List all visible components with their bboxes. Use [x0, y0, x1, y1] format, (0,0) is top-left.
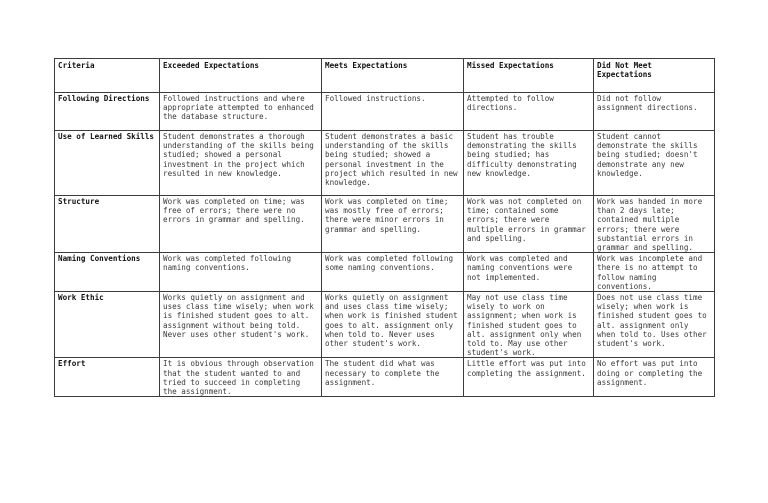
table-cell: Does not use class time wisely; when work is finished student goes to alt. assignment only when told to. Uses other student's work.: [594, 292, 715, 358]
header-missed: Missed Expectations: [464, 59, 594, 93]
table-cell: Little effort was put into completing the assignment.: [464, 358, 594, 397]
table-row: [55, 93, 715, 131]
table-cell: Followed instructions and where appropriate attempted to enhanced the database structure.: [160, 93, 322, 131]
criteria-cell: Following Directions: [55, 93, 160, 131]
table-row: [55, 292, 715, 358]
table-cell: Work was completed following some naming conventions.: [322, 253, 464, 292]
table-cell: It is obvious through observation that the student wanted to and tried to succeed in completing the assignment.: [160, 358, 322, 397]
table-cell: Works quietly on assignment and uses class time wisely; when work is finished student goes to alt. assignment only when told to. Never uses other student's work.: [322, 292, 464, 358]
criteria-cell: Naming Conventions: [55, 253, 160, 292]
table-cell: Work was completed following naming conventions.: [160, 253, 322, 292]
table-cell: Student cannot demonstrate the skills being studied; doesn't demonstrate any new knowledge.: [594, 131, 715, 196]
table-row: [55, 131, 715, 196]
header-did-not-meet: Did Not Meet Expectations: [594, 59, 715, 93]
table-cell: Student demonstrates a basic understanding of the skills being studied; showed a personal investment in the project which resulted in new knowledge.: [322, 131, 464, 196]
table-cell: Work was handed in more than 2 days late; contained multiple errors; there were substantial errors in grammar and spelling.: [594, 196, 715, 253]
table-row: [55, 358, 715, 397]
table-cell: Works quietly on assignment and uses class time wisely; when work is finished student goes to alt. assignment without being told. Never uses other student's work.: [160, 292, 322, 358]
table-cell: May not use class time wisely to work on assignment; when work is finished student goes to alt. assignment only when told to. May use other student's work.: [464, 292, 594, 358]
table-cell: Did not follow assignment directions.: [594, 93, 715, 131]
table-cell: Student demonstrates a thorough understanding of the skills being studied; showed a personal investment in the project which resulted in new knowledge.: [160, 131, 322, 196]
table-cell: Work was completed and naming conventions were not implemented.: [464, 253, 594, 292]
table-cell: Followed instructions.: [322, 93, 464, 131]
header-meets: Meets Expectations: [322, 59, 464, 93]
header-exceeded: Exceeded Expectations: [160, 59, 322, 93]
criteria-cell: Effort: [55, 358, 160, 397]
table-cell: Work was completed on time; was mostly free of errors; there were minor errors in grammar and spelling.: [322, 196, 464, 253]
criteria-cell: Use of Learned Skills: [55, 131, 160, 196]
table-cell: Work was not completed on time; contained some errors; there were multiple errors in grammar and spelling.: [464, 196, 594, 253]
table-row: [55, 196, 715, 253]
table-row: [55, 253, 715, 292]
table-cell: Attempted to follow directions.: [464, 93, 594, 131]
rubric-table: [54, 58, 715, 397]
table-cell: The student did what was necessary to complete the assignment.: [322, 358, 464, 397]
header-criteria: Criteria: [55, 59, 160, 93]
criteria-cell: Structure: [55, 196, 160, 253]
table-cell: No effort was put into doing or completing the assignment.: [594, 358, 715, 397]
criteria-cell: Work Ethic: [55, 292, 160, 358]
table-cell: Work was incomplete and there is no attempt to follow naming conventions.: [594, 253, 715, 292]
table-cell: Student has trouble demonstrating the skills being studied; has difficulty demonstrating new knowledge.: [464, 131, 594, 196]
header-row: [55, 59, 715, 93]
table-cell: Work was completed on time; was free of errors; there were no errors in grammar and spelling.: [160, 196, 322, 253]
